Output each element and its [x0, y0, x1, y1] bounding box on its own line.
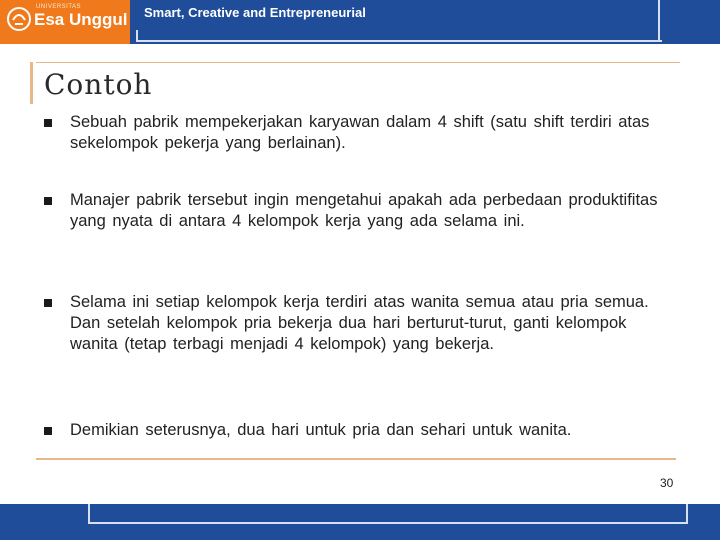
footer-frame-decoration	[88, 504, 688, 524]
header-bar	[0, 0, 720, 44]
footer-bar	[0, 504, 720, 540]
university-emblem-icon	[6, 6, 32, 32]
bullet-text: Demikian seterusnya, dua hari untuk pria dan sehari untuk wanita.	[70, 421, 572, 439]
tagline: Smart, Creative and Entrepreneurial	[144, 5, 366, 20]
bullet-text: Sebuah pabrik mempekerjakan karyawan dalam 4 shift (satu shift terdiri atas sekelompok pekerja yang berlainan).	[70, 113, 650, 152]
header-frame-edge	[658, 0, 660, 40]
title-accent-bar	[30, 62, 33, 104]
bullet-marker-icon	[44, 299, 52, 307]
bullet-marker-icon	[44, 427, 52, 435]
logo	[0, 0, 130, 44]
logo-superscript: UNIVERSITAS	[36, 4, 82, 10]
footer-divider	[36, 458, 676, 460]
bullet-text: Manajer pabrik tersebut ingin mengetahui apakah ada perbedaan produktifitas yang nyata di antara 4 kelompok kerja yang ada selama ini.	[70, 191, 658, 230]
header-frame-decoration	[136, 30, 662, 42]
bullet-text: Selama ini setiap kelompok kerja terdiri atas wanita semua atau pria semua. Dan setelah kelompok pria bekerja dua hari berturut-turut, ganti kelompok wanita (tetap terbagi menjadi 4 kelompok) yang bekerja.	[70, 293, 649, 353]
slide-title: Contoh	[44, 68, 153, 101]
title-divider	[36, 62, 680, 63]
page-number: 30	[660, 476, 674, 490]
bullet-marker-icon	[44, 197, 52, 205]
bullet-marker-icon	[44, 119, 52, 127]
logo-text: Esa Unggul	[34, 10, 128, 29]
